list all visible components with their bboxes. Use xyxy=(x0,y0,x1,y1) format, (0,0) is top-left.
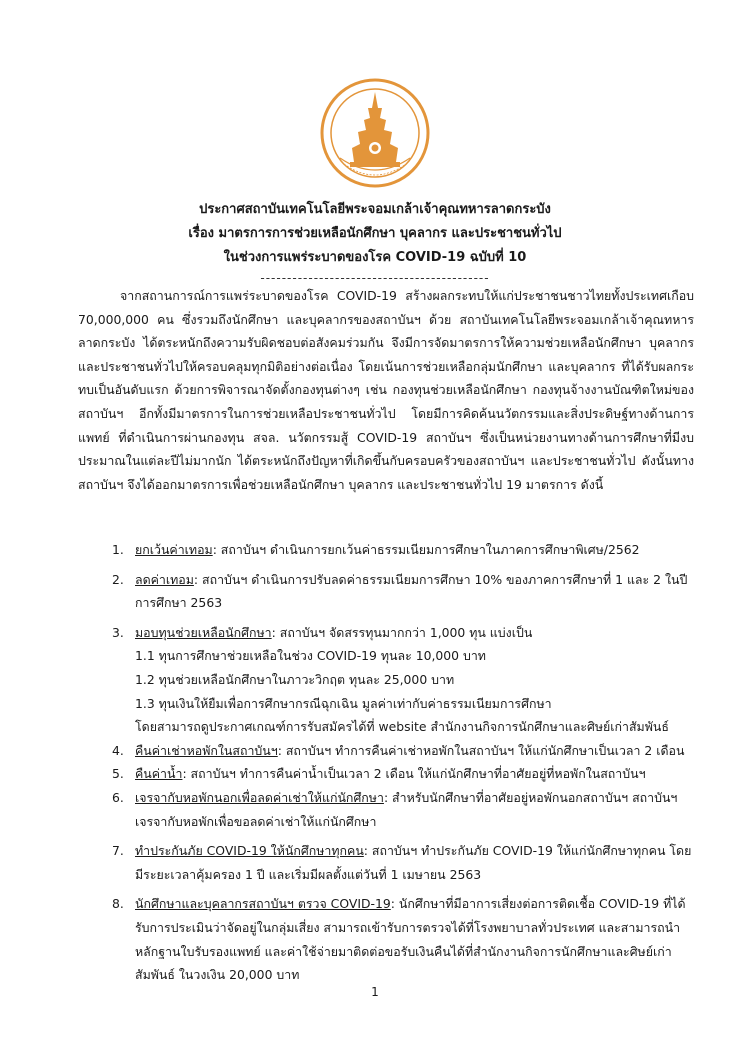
item-number: 8. xyxy=(112,896,124,912)
item-heading: เจรจากับหอพักนอกเพื่อลดค่าเช่าให้แก่นักศึกษา xyxy=(135,789,384,805)
item-number: 1. xyxy=(112,542,124,557)
institute-seal-icon xyxy=(320,78,430,188)
item-note: โดยสามารถดูประกาศเกณฑ์การรับสมัครได้ที่ website สำนักงานกิจการนักศึกษาและศิษย์เก่าสัมพันธ์ xyxy=(135,719,669,735)
item-body: : สถาบันฯ ทำประกันภัย COVID-19 ให้แก่นักศึกษาทุกคน โดยมีระยะเวลาคุ้มครอง 1 ปี และเริ่มมีผลตั้งแต่วันที่ 1 เมษายน 2563 xyxy=(135,843,692,882)
list-item xyxy=(112,739,698,763)
item-number: 4. xyxy=(112,742,124,758)
item-heading: นักศึกษาและบุคลากรสถาบันฯ ตรวจ COVID-19 xyxy=(135,896,391,912)
sub-item: 1.2 ทุนช่วยเหลือนักศึกษาในภาวะวิกฤต ทุนละ 25,000 บาท xyxy=(135,671,455,687)
title-line-1: ประกาศสถาบันเทคโนโลยีพระจอมเกล้าเจ้าคุณทหารลาดกระบัง xyxy=(199,202,551,217)
sub-item: 1.3 ทุนเงินให้ยืมเพื่อการศึกษากรณีฉุกเฉิน มูลค่าเท่ากับค่าธรรมเนียมการศึกษา xyxy=(135,695,552,711)
item-heading: ทำประกันภัย COVID-19 ให้นักศึกษาทุกคน xyxy=(135,843,364,859)
item-heading: คืนค่าน้ำ xyxy=(135,766,183,782)
title-divider: ------------------------------------------- xyxy=(260,271,490,285)
measures-list xyxy=(112,538,698,987)
item-body: : สถาบันฯ ทำการคืนค่าเช่าหอพักในสถาบันฯ ให้แก่นักศึกษาเป็นเวลา 2 เดือน xyxy=(277,742,685,758)
list-item xyxy=(112,568,698,615)
item-body: : สถาบันฯ ดำเนินการปรับลดค่าธรรมเนียมการศึกษา 10% ของภาคการศึกษาที่ 1 และ 2 ในปีการศึกษา 2563 xyxy=(135,571,688,611)
title-line-2: เรื่อง มาตรการการช่วยเหลือนักศึกษา บุคลากร และประชาชนทั่วไป xyxy=(188,226,562,241)
page-number: 1 xyxy=(371,985,379,999)
item-heading: คืนค่าเช่าหอพักในสถาบันฯ xyxy=(135,742,278,758)
item-body: : สถาบันฯ ดำเนินการยกเว้นค่าธรรมเนียมการศึกษาในภาคการศึกษาพิเศษ/2562 xyxy=(212,542,640,557)
list-item xyxy=(112,892,698,986)
item-number: 6. xyxy=(112,789,124,805)
item-body: : สำหรับนักศึกษาที่อาศัยอยู่หอพักนอกสถาบันฯ สถาบันฯ เจรจากับหอพักเพื่อขอลดค่าเช่าให้แก่นักศึกษา xyxy=(135,789,678,829)
item-body: : สถาบันฯ จัดสรรทุนมากกว่า 1,000 ทุน แบ่งเป็น xyxy=(271,624,533,640)
item-number: 7. xyxy=(112,843,124,859)
item-heading: มอบทุนช่วยเหลือนักศึกษา xyxy=(135,624,272,640)
intro-text: จากสถานการณ์การแพร่ระบาดของโรค COVID-19 สร้างผลกระทบให้แก่ประชาชนชาวไทยทั้งประเทศเกือบ 70,000,000 คน ซึ่งรวมถึงนักศึกษา และบุคลากรของสถาบันฯ ด้วย สถาบันเทคโนโลยีพระจอมเกล้าเจ้าคุณทหารลาดกระบัง ได้ตระหนักถึงความรับผิดชอบต่อสังคมร่วมกัน จึงมีการจัดมาตรการให้ความช่วยเหลือนักศึกษา บุคลากร และประชาชนทั่วไปให้ครอบคลุมทุกมิติอย่างต่อเนื่อง โดยเน้นการช่วยเหลือกลุ่มนักศึกษา และบุคลากร ที่ได้รับผลกระทบเป็นอันดับแรก ด้วยการพิจารณาจัดตั้งกองทุนต่างๆ เช่น กองทุนช่วยเหลือนักศึกษา กองทุนจ้างงานบัณฑิตใหม่ของสถาบันฯ อีกทั้งมีมาตรการในการช่วยเหลือประชาชนทั่วไป โดยมีการคิดค้นนวัตกรรมและสิ่งประดิษฐ์ทางด้านการแพทย์ ที่ดำเนินการผ่านกองทุน สจล. นวัตกรรมสู้ COVID-19 สถาบันฯ ซึ่งเป็นหน่วยงานทางด้านการศึกษาที่มีงบประมาณในแต่ละปีไม่มากนัก ได้ตระหนักถึงปัญหาที่เกิดขึ้นกับครอบครัวของสถาบันฯ และประชาชนทั่วไป ดังนั้นทางสถาบันฯ จึงได้ออกมาตรการเพื่อช่วยเหลือนักศึกษา บุคลากร และประชาชนทั่วไป 19 มาตรการ ดังนี้ xyxy=(78,288,694,492)
item-heading: ยกเว้นค่าเทอม xyxy=(135,542,213,557)
intro-paragraph xyxy=(78,284,694,496)
item-number: 2. xyxy=(112,571,124,587)
item-number: 5. xyxy=(112,766,124,782)
announcement-title xyxy=(0,198,750,286)
item-heading: ลดค่าเทอม xyxy=(135,571,194,587)
item-body: : นักศึกษาที่มีอาการเสี่ยงต่อการติดเชื้อ COVID-19 ที่ได้รับการประเมินว่าจัดอยู่ในกลุ่มเสี่ยง สามารถเข้ารับการตรวจได้ที่โรงพยาบาลทั่วประเทศ และสามารถนำหลักฐานใบรับรองแพทย์ และค่าใช้จ่ายมาติดต่อขอรับเงินคืนได้ที่สำนักงานกิจการนักศึกษาและศิษย์เก่าสัมพันธ์ ในวงเงิน 20,000 บาท xyxy=(135,896,686,983)
title-line-3: ในช่วงการแพร่ระบาดของโรค COVID-19 ฉบับที่ 10 xyxy=(223,250,527,265)
list-item xyxy=(112,762,698,786)
list-item xyxy=(112,621,698,739)
item-body: : สถาบันฯ ทำการคืนค่าน้ำเป็นเวลา 2 เดือน ให้แก่นักศึกษาที่อาศัยอยู่ที่หอพักในสถาบันฯ xyxy=(182,766,646,782)
list-item xyxy=(112,839,698,886)
list-item xyxy=(112,538,698,562)
sub-item: 1.1 ทุนการศึกษาช่วยเหลือในช่วง COVID-19 ทุนละ 10,000 บาท xyxy=(135,648,486,664)
item-number: 3. xyxy=(112,624,124,640)
list-item xyxy=(112,786,698,833)
